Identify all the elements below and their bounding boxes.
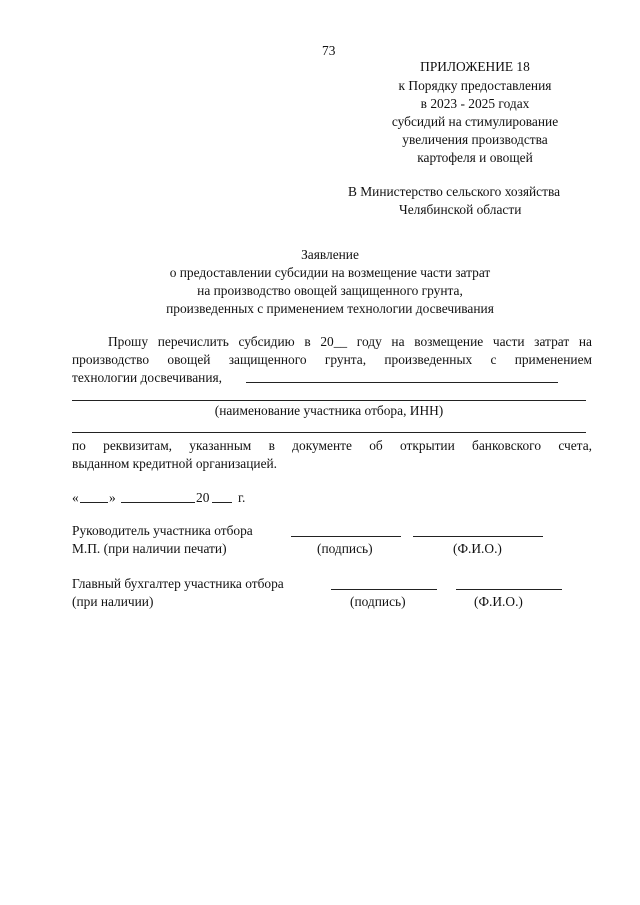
date-year-suffix: г. (238, 490, 246, 505)
participant-fill-line[interactable] (246, 382, 558, 383)
appendix-line: картофеля и овощей (417, 150, 533, 165)
heading-line: о предоставлении субсидии на возмещение части затрат (169, 265, 491, 280)
stamp-label: М.П. (при наличии печати) (72, 541, 227, 556)
date-year-prefix: 20 (196, 490, 210, 505)
accountant-label: Главный бухгалтер участника отбора (72, 576, 284, 591)
date-day-field[interactable] (80, 502, 108, 503)
addressee-line: Челябинской области (399, 202, 522, 217)
head-name-field[interactable] (413, 536, 543, 537)
appendix-title: ПРИЛОЖЕНИЕ 18 (420, 59, 530, 74)
body-line: технологии досвечивания, (72, 370, 223, 385)
accountant-note: (при наличии) (72, 594, 154, 609)
heading-line: на производство овощей защищенного грунта, (197, 283, 463, 298)
head-signature-field[interactable] (291, 536, 401, 537)
head-label: Руководитель участника отбора (72, 523, 253, 538)
date-quote-close: » (109, 490, 116, 505)
appendix-line: увеличения производства (402, 132, 548, 147)
accountant-signature-caption: (подпись) (350, 594, 406, 609)
appendix-line: субсидий на стимулирование (391, 114, 559, 129)
head-signature-caption: (подпись) (317, 541, 373, 556)
appendix-line: в 2023 - 2025 годах (420, 96, 530, 111)
date-month-field[interactable] (121, 502, 195, 503)
appendix-line: к Порядку предоставления (398, 78, 552, 93)
body-line: производство овощей защищенного грунта, произведенных с применением (72, 352, 592, 367)
page-number: 73 (322, 43, 336, 58)
participant-fill-line-2[interactable] (72, 400, 586, 401)
heading-title: Заявление (301, 247, 359, 262)
participant-fill-line-3[interactable] (72, 432, 586, 433)
accountant-name-field[interactable] (456, 589, 562, 590)
addressee-line: В Министерство сельского хозяйства (348, 184, 561, 199)
heading-line: произведенных с применением технологии досвечивания (166, 301, 494, 316)
body-line: выданном кредитной организацией. (72, 456, 278, 471)
accountant-signature-field[interactable] (331, 589, 437, 590)
date-year-field[interactable] (212, 502, 232, 503)
body-line: Прошу перечислить субсидию в 20__ году на возмещение части затрат на (108, 334, 592, 349)
participant-caption: (наименование участника отбора, ИНН) (214, 403, 444, 418)
accountant-name-caption: (Ф.И.О.) (474, 594, 523, 609)
body-line: по реквизитам, указанным в документе об открытии банковского счета, (72, 438, 592, 453)
date-quote-open: « (72, 490, 79, 505)
head-name-caption: (Ф.И.О.) (453, 541, 502, 556)
